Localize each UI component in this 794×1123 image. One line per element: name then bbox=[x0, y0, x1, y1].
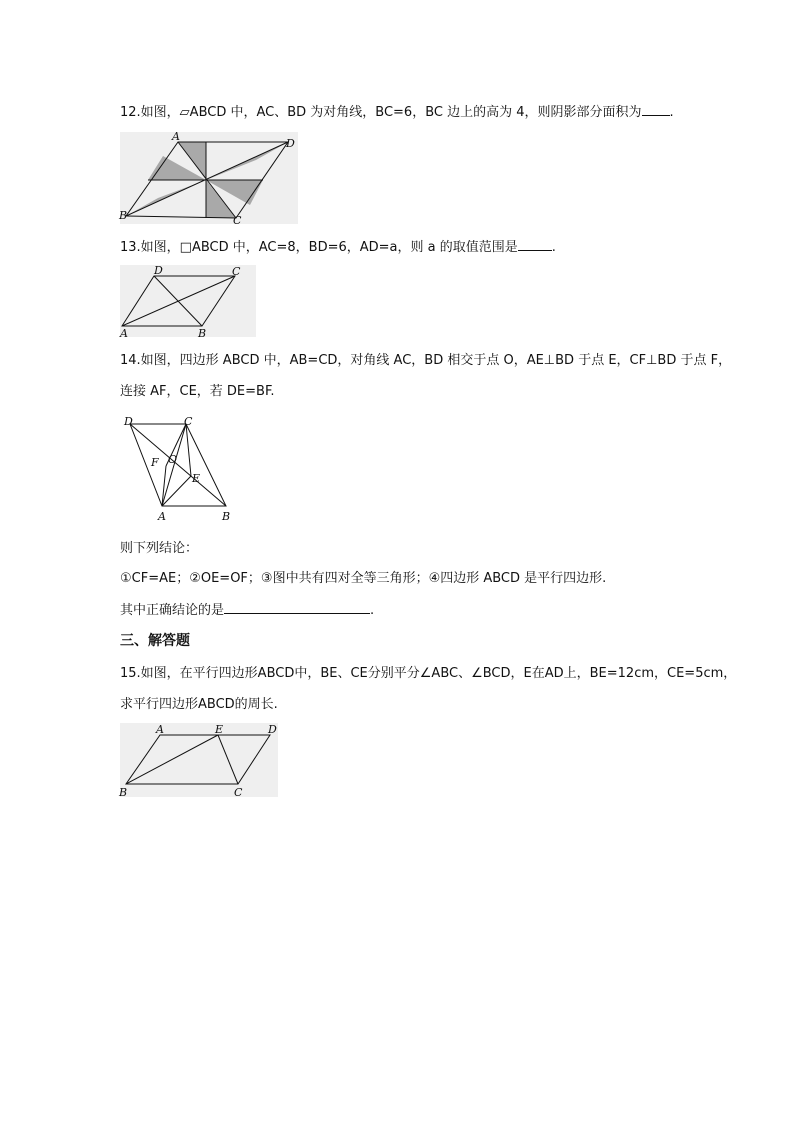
question-13-text: 13.如图，□ABCD 中，AC=8，BD=6，AD=a，则 a 的取值范围是 bbox=[120, 240, 518, 255]
label-d: D bbox=[124, 415, 133, 428]
label-e: E bbox=[215, 723, 224, 736]
question-15-line-1: 15.如图，在平行四边形ABCD中，BE、CE分别平分∠ABC、∠BCD，E在AD上，BE=12cm，CE=5cm， bbox=[120, 666, 737, 681]
label-a: A bbox=[158, 510, 166, 523]
question-12 bbox=[120, 103, 674, 121]
figure-15 bbox=[118, 721, 280, 799]
figure-13 bbox=[118, 263, 258, 339]
question-15-line-2: 求平行四边形ABCD的周长. bbox=[120, 697, 278, 712]
figure-14 bbox=[118, 412, 243, 524]
label-a: A bbox=[156, 723, 164, 736]
label-c: C bbox=[234, 786, 243, 799]
label-b: B bbox=[198, 327, 207, 340]
question-13-tail: . bbox=[551, 240, 556, 255]
answer-blank-14[interactable] bbox=[224, 601, 370, 614]
label-f: F bbox=[151, 456, 159, 469]
question-14-answer-tail: . bbox=[370, 603, 375, 618]
figure-12 bbox=[118, 130, 300, 226]
label-b: B bbox=[222, 510, 231, 523]
label-b: B bbox=[119, 209, 128, 222]
figure-15-background bbox=[120, 723, 278, 797]
label-c: C bbox=[232, 265, 241, 278]
label-o: O bbox=[168, 453, 178, 466]
diagonal-bd bbox=[130, 424, 226, 506]
label-d: D bbox=[268, 723, 277, 736]
label-c: C bbox=[233, 214, 242, 227]
label-b: B bbox=[119, 786, 128, 799]
label-d: D bbox=[154, 264, 163, 277]
question-14-line-1: 14.如图，四边形 ABCD 中，AB=CD，对角线 AC，BD 相交于点 O，AE⊥BD 于点 E，CF⊥BD 于点 F， bbox=[120, 353, 732, 368]
section-heading: 三、解答题 bbox=[120, 633, 190, 649]
label-c: C bbox=[184, 415, 193, 428]
label-a: A bbox=[120, 327, 128, 340]
question-14-answer-line bbox=[120, 601, 374, 619]
label-e: E bbox=[192, 472, 201, 485]
question-14-line-2: 连接 AF，CE，若 DE=BF. bbox=[120, 384, 275, 399]
question-14-conclusions: ①CF=AE；②OE=OF；③图中共有四对全等三角形；④四边形 ABCD 是平行四边形. bbox=[120, 571, 607, 586]
label-a: A bbox=[172, 130, 180, 143]
label-d: D bbox=[286, 137, 295, 150]
answer-blank-13[interactable] bbox=[518, 238, 552, 251]
question-13 bbox=[120, 238, 556, 256]
question-14-prompt: 则下列结论： bbox=[120, 541, 199, 556]
answer-blank-12[interactable] bbox=[642, 103, 670, 116]
question-12-text: 12.如图，▱ABCD 中，AC、BD 为对角线，BC=6，BC 边上的高为 4，则阴影部分面积为 bbox=[120, 105, 642, 120]
question-14-answer-prefix: 其中正确结论的是 bbox=[120, 603, 225, 618]
question-12-tail: . bbox=[669, 105, 674, 120]
